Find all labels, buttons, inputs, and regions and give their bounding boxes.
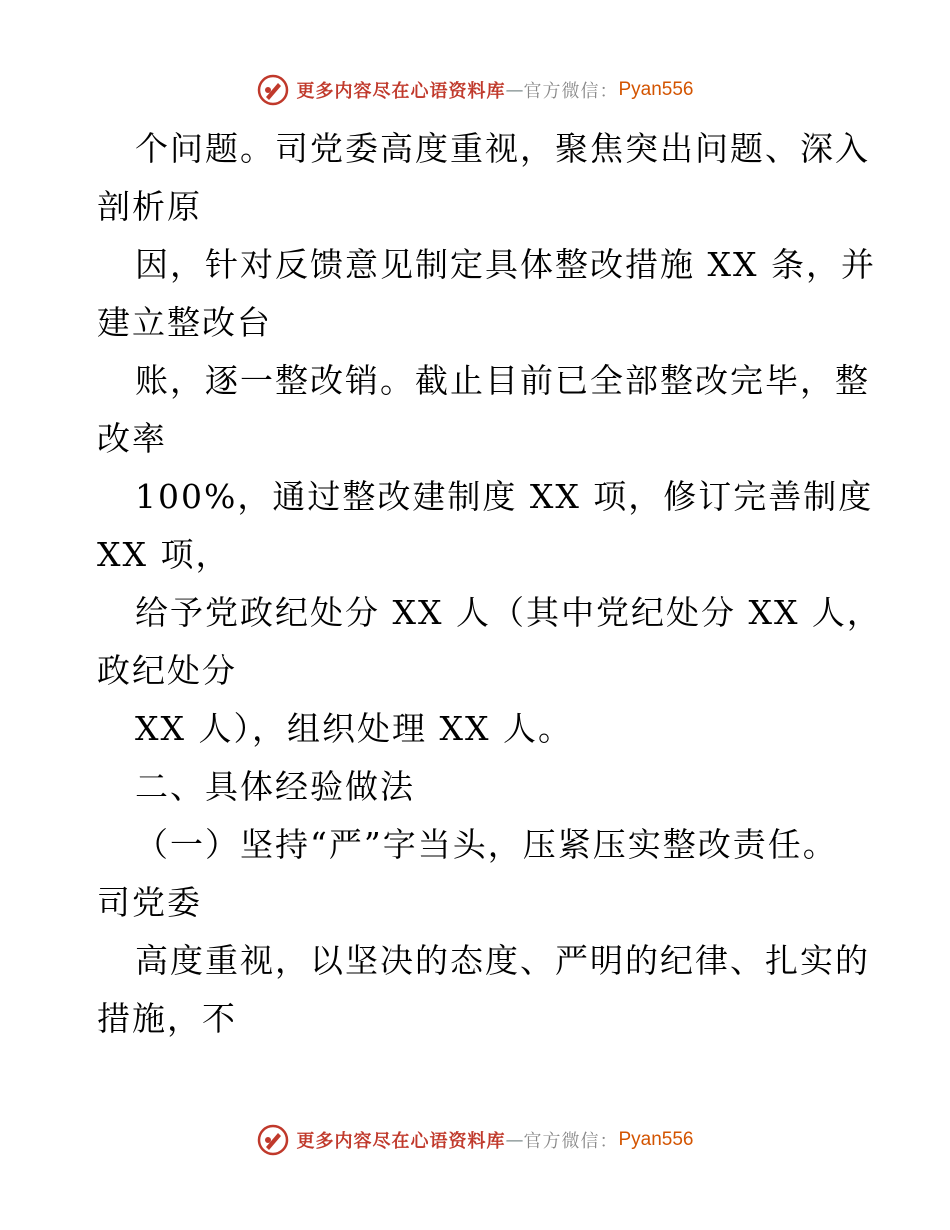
footer-banner	[0, 1120, 950, 1160]
body-line: 因，针对反馈意见制定具体整改措施 XX 条，并	[135, 245, 876, 284]
banner-wechat-id: Pyan556	[618, 79, 694, 100]
banner-wechat-label: 官方微信：	[523, 1131, 619, 1152]
body-line: 个问题。司党委高度重视，聚焦突出问题、深入	[135, 129, 870, 168]
body-line: 100%，通过整改建制度 XX 项，修订完善制度	[135, 477, 874, 516]
banner-text: 更多内容尽在心语资料库	[296, 1131, 506, 1152]
body-line: 改率	[97, 419, 167, 458]
banner-separator: —	[505, 1129, 524, 1151]
pen-nib-logo-icon	[256, 1123, 290, 1157]
body-line: XX 项，	[97, 535, 231, 574]
body-line: 建立整改台	[97, 303, 272, 342]
header-banner	[0, 70, 950, 110]
banner-text: 更多内容尽在心语资料库	[296, 81, 506, 102]
document-body	[97, 120, 882, 1048]
body-line: 账，逐一整改销。截止目前已全部整改完毕，整	[135, 361, 870, 400]
body-line: XX 人），组织处理 XX 人。	[135, 709, 573, 748]
banner-wechat-id: Pyan556	[618, 1129, 694, 1150]
body-line: 给予党政纪处分 XX 人（其中党纪处分 XX 人，	[135, 593, 882, 632]
body-line: 司党委	[97, 883, 202, 922]
body-line: 高度重视，以坚决的态度、严明的纪律、扎实的	[135, 941, 870, 980]
banner-wechat-label: 官方微信：	[523, 81, 619, 102]
body-line: 措施，不	[97, 999, 237, 1038]
banner-separator: —	[505, 79, 524, 101]
section-heading: 二、具体经验做法	[135, 767, 415, 806]
pen-nib-logo-icon	[256, 73, 290, 107]
body-line: （一）坚持“严”字当头，压紧压实整改责任。	[135, 825, 838, 864]
body-line: 政纪处分	[97, 651, 237, 690]
body-line: 剖析原	[97, 187, 202, 226]
